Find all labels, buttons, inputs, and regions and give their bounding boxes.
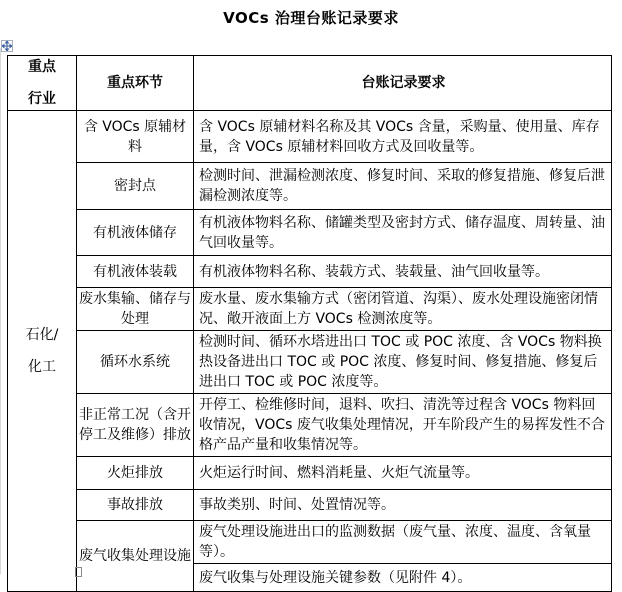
table-row — [8, 256, 612, 288]
requirement-cell: 检测时间、循环水塔进出口 TOC 或 POC 浓度、含 VOCs 物料换热设备进出口 TOC 或 POC 浓度、修复时间、修复措施、修复后进出口 TOC 或 POC 浓度等。 — [194, 331, 612, 394]
link-cell: 火炬排放 — [77, 457, 194, 490]
link-cell: 含 VOCs 原辅材料 — [77, 111, 194, 163]
table-header-row — [8, 56, 612, 111]
industry-cell — [8, 111, 77, 592]
text-boundary-line — [0, 48, 1, 574]
requirement-cell: 火炬运行时间、燃料消耗量、火炬气流量等。 — [194, 457, 612, 490]
requirement-cell: 废气收集与处理设施关键参数（见附件 4）。 — [194, 564, 612, 592]
table-row — [8, 490, 612, 521]
table-row — [8, 288, 612, 331]
link-cell: 有机液体储存 — [77, 210, 194, 256]
requirement-cell: 有机液体物料名称、储罐类型及密封方式、储存温度、周转量、油气回收量等。 — [194, 210, 612, 256]
move-arrows-icon — [2, 41, 12, 51]
requirement-cell: 检测时间、泄漏检测浓度、修复时间、采取的修复措施、修复后泄漏检测浓度等。 — [194, 163, 612, 210]
header-cell-link: 重点环节 — [77, 56, 194, 111]
requirement-cell: 废气处理设施进出口的监测数据（废气量、浓度、温度、含氧量等）。 — [194, 521, 612, 564]
link-cell: 事故排放 — [77, 490, 194, 521]
requirement-cell: 开停工、检维修时间，退料、吹扫、清洗等过程含 VOCs 物料回收情况，VOCs 废气收集处理情况，开车阶段产生的易挥发性不合格产品产量和收集情况等。 — [194, 394, 612, 457]
requirement-cell: 含 VOCs 原辅材料名称及其 VOCs 含量，采购量、使用量、库存量，含 VOCs 原辅材料回收方式及回收量等。 — [194, 111, 612, 163]
requirement-cell: 有机液体物料名称、装载方式、装载量、油气回收量等。 — [194, 256, 612, 288]
paragraph-end-mark — [75, 567, 82, 577]
header-cell-requirement: 台账记录要求 — [194, 56, 612, 111]
industry-line2: 化工 — [28, 359, 56, 375]
link-cell: 循环水系统 — [77, 331, 194, 394]
table-row — [8, 331, 612, 394]
link-cell: 密封点 — [77, 163, 194, 210]
link-cell: 非正常工况（含开停工及维修）排放 — [77, 394, 194, 457]
table-row — [8, 457, 612, 490]
table-row — [8, 163, 612, 210]
link-cell: 废水集输、储存与处理 — [77, 288, 194, 331]
table-row — [8, 111, 612, 163]
requirement-cell: 废水量、废水集输方式（密闭管道、沟渠）、废水处理设施密闭情况、敞开液面上方 VOCs 检测浓度等。 — [194, 288, 612, 331]
table-row — [8, 521, 612, 564]
link-cell: 废气收集处理设施 — [77, 521, 194, 592]
header-industry-line1: 重点 — [28, 59, 56, 75]
requirement-cell: 事故类别、时间、处置情况等。 — [194, 490, 612, 521]
table-row — [8, 210, 612, 256]
link-cell: 有机液体装载 — [77, 256, 194, 288]
header-industry-line2: 行业 — [28, 91, 56, 107]
table-row — [8, 394, 612, 457]
header-cell-industry — [8, 56, 77, 111]
page-title: VOCs 治理台账记录要求 — [223, 9, 399, 27]
table-move-handle[interactable] — [1, 40, 13, 52]
vocs-ledger-table — [7, 55, 612, 592]
industry-line1: 石化/ — [25, 327, 59, 343]
